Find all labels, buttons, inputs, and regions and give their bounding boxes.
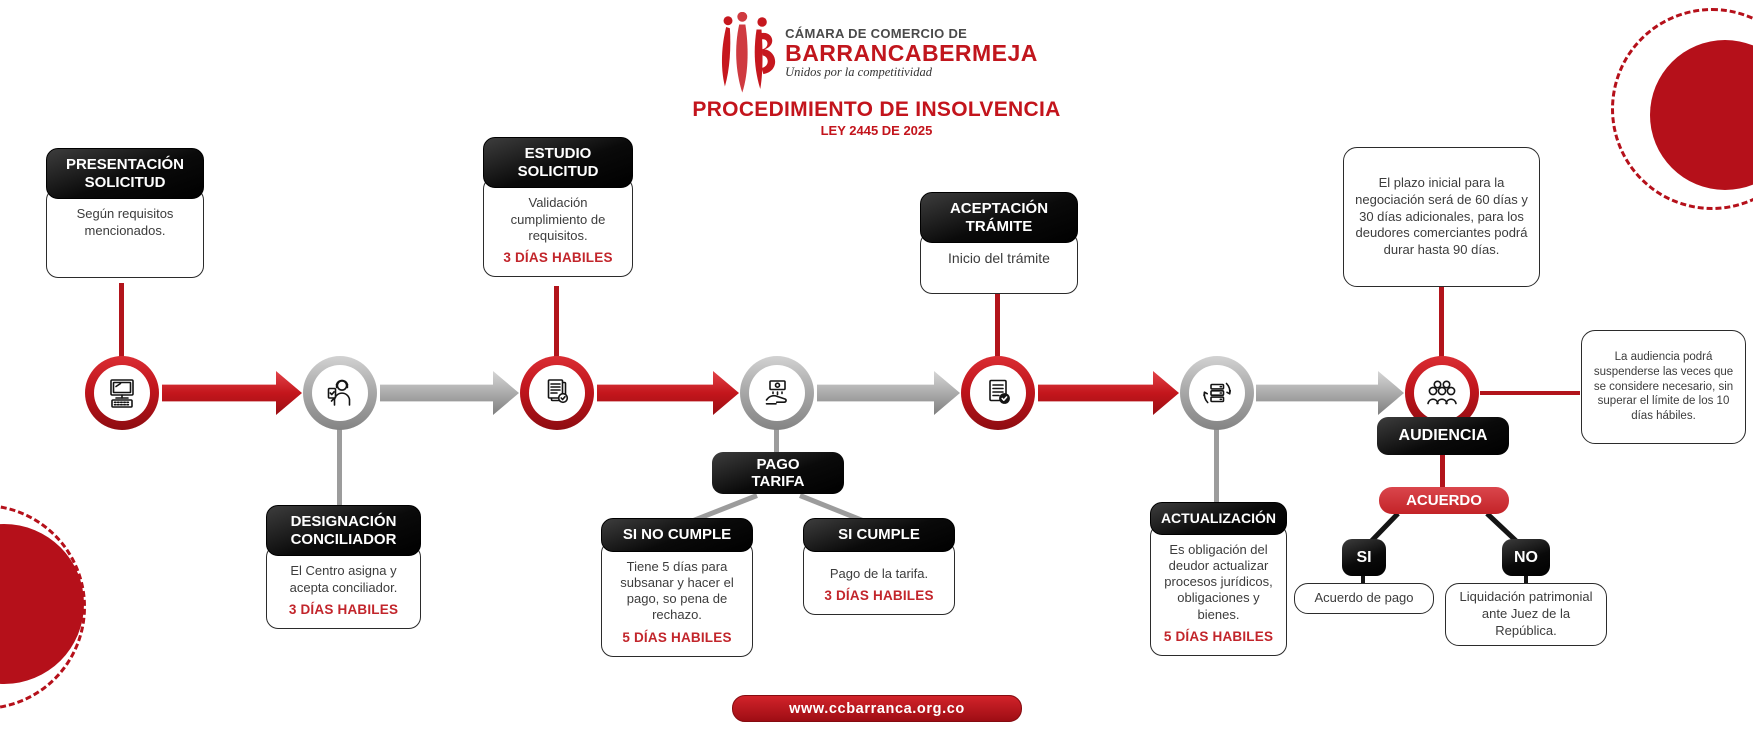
red-disc-bottom-left	[0, 524, 84, 684]
org-name-line2: BARRANCABERMEJA	[785, 39, 1038, 66]
website-link[interactable]: www.ccbarranca.org.co	[732, 695, 1022, 722]
acuerdo-pago-outcome: Acuerdo de pago	[1294, 583, 1434, 614]
arrow-step3-step4	[597, 371, 739, 415]
step2-box	[266, 505, 421, 629]
connector-step5	[995, 283, 1000, 360]
si-chip: SI	[1342, 539, 1386, 576]
step6-body: Es obligación del deudor actualizar procesos jurídicos, obligaciones y bienes.	[1164, 541, 1273, 622]
connector-step1	[119, 283, 124, 361]
plazo-note: El plazo inicial para la negociación será de 60 días y 30 días adicionales, para los deudores comerciantes podrá durar hasta 90 días.	[1343, 147, 1540, 287]
documents-check-icon	[539, 375, 575, 411]
liquidacion-outcome: Liquidación patrimonial ante Juez de la República.	[1445, 583, 1607, 646]
si-cumple-box	[803, 518, 955, 615]
people-icon	[1424, 375, 1460, 411]
step1-circle	[85, 356, 159, 430]
step1-title: PRESENTACIÓN SOLICITUD	[46, 148, 204, 199]
logo	[715, 12, 1038, 94]
arrow-step2-step3	[380, 371, 519, 415]
step3-days: 3 DÍAS HABILES	[503, 250, 613, 266]
arrow-step1-step2	[162, 371, 302, 415]
si-cumple-days: 3 DÍAS HABILES	[824, 587, 934, 603]
conciliator-icon	[322, 375, 358, 411]
header	[0, 12, 1753, 138]
step6-title: ACTUALIZACIÓN	[1150, 502, 1287, 535]
arrow-step4-step5	[817, 371, 960, 415]
connector-step2	[337, 428, 342, 507]
si-no-cumple-box	[601, 518, 753, 657]
audiencia-side-note: La audiencia podrá suspenderse las veces que se considere necesario, sin superar el límite de los 10 días hábiles.	[1581, 330, 1746, 444]
si-no-cumple-body: Tiene 5 días para subsanar y hacer el pago, so pena de rechazo.	[620, 558, 734, 623]
step2-body: El Centro asigna y acepta conciliador.	[289, 563, 398, 595]
connector-step3	[554, 286, 559, 360]
step2-title: DESIGNACIÓN CONCILIADOR	[266, 505, 421, 556]
org-tagline: Unidos por la competitividad	[785, 64, 932, 79]
step1-box	[46, 148, 204, 278]
step6-circle	[1180, 356, 1254, 430]
payment-hand-icon	[759, 375, 795, 411]
step4-circle	[740, 356, 814, 430]
step6-box	[1150, 502, 1287, 656]
acuerdo-label: ACUERDO	[1379, 487, 1509, 514]
step3-body: Validación cumplimiento de requisitos.	[510, 195, 606, 243]
connector-step7-top	[1439, 287, 1444, 358]
step5-box	[920, 192, 1078, 294]
si-no-cumple-title: SI NO CUMPLE	[601, 518, 753, 552]
connector-audiencia-acuerdo	[1440, 455, 1445, 489]
arrow-step5-step6	[1038, 371, 1179, 415]
pago-tarifa-label: PAGO TARIFA	[712, 452, 844, 494]
step6-days: 5 DÍAS HABILES	[1163, 628, 1274, 644]
step5-title: ACEPTACIÓN TRÁMITE	[920, 192, 1078, 243]
arrow-step6-step7	[1256, 371, 1404, 415]
audiencia-label: AUDIENCIA	[1377, 417, 1509, 455]
step3-box	[483, 137, 633, 277]
step2-days: 3 DÍAS HABILES	[288, 601, 399, 617]
step3-circle	[520, 356, 594, 430]
step1-body: Según requisitos mencionados.	[46, 188, 204, 278]
si-no-cumple-days: 5 DÍAS HABILES	[622, 629, 732, 645]
page-subtitle: LEY 2445 DE 2025	[820, 123, 933, 138]
org-name-line1: CÁMARA DE COMERCIO DE	[785, 26, 968, 42]
step5-body: Inicio del trámite	[920, 232, 1078, 294]
computer-icon	[104, 375, 140, 411]
step3-title: ESTUDIO SOLICITUD	[483, 137, 633, 188]
step2-circle	[303, 356, 377, 430]
step5-circle	[961, 356, 1035, 430]
document-verified-icon	[980, 375, 1016, 411]
no-chip: NO	[1502, 539, 1550, 576]
connector-step4	[774, 428, 779, 454]
si-cumple-body: Pago de la tarifa.	[829, 565, 929, 581]
page-title: PROCEDIMIENTO DE INSOLVENCIA	[692, 98, 1061, 121]
si-cumple-title: SI CUMPLE	[803, 518, 955, 552]
connector-step6	[1214, 428, 1219, 504]
connector-step7-side-note	[1480, 391, 1580, 395]
chamber-logo-icon	[715, 12, 777, 94]
server-refresh-icon	[1199, 375, 1235, 411]
